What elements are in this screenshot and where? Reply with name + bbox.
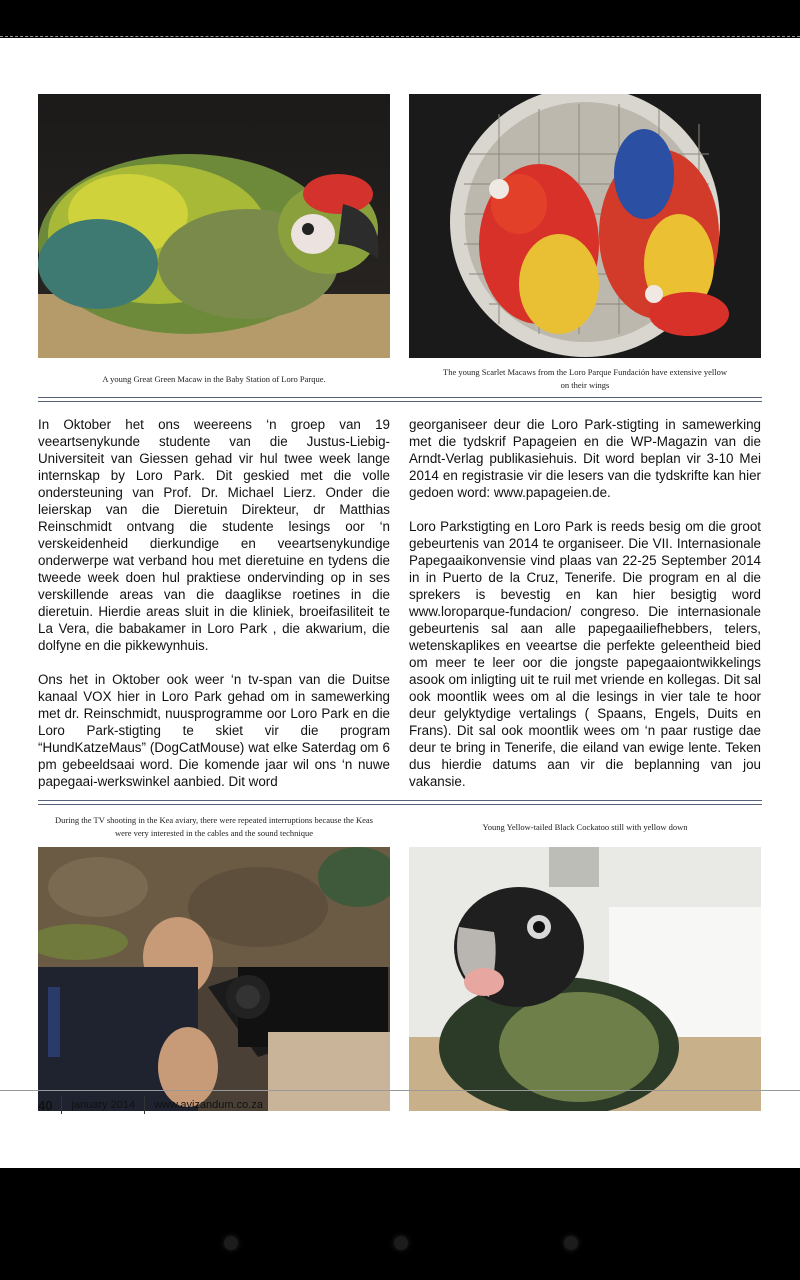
divider-rule-bottom bbox=[38, 800, 762, 805]
footer-separator bbox=[61, 1096, 62, 1114]
caption-black-cockatoo: Young Yellow-tailed Black Cockatoo still with yellow down bbox=[482, 822, 688, 832]
caption-scarlet-macaws-line1: The young Scarlet Macaws from the Loro Parque Fundación have extensive yellow bbox=[443, 367, 727, 377]
caption-tv-shooting bbox=[38, 814, 390, 840]
article-right-paragraph-2: Loro Parkstigting en Loro Park is reeds besig om die groot gebeurtenis van 2014 te organiseer. Die VII. Internasionale Papegaaikonvensie vind plaas van 22-25 September 2014 in in Puerto de la Cruz, Tenerife. Die program en al die sprekers is bevestig en kan hier besigtig word www.loroparque-fundacion/ congreso. Die internasionale gebeurtenis sal aan alle papegaailiefhebbers, telers, wetenskaplikes en veeartse die perfekte geleentheid bied om meer te leer oor die jongste papegaaiontwikkelings asook om inligting uit te ruil met vriende en kollegas. Dit sal ook moontlik wees om al die lesings in vier tale te hoor deur gelyktydige vertalings ( Spaans, Engels, Duits en Frans). Dit sal ook moontlik wees om ‘n paar rustige dae deur te bring in Tenerife, die eiland van ewige lente. Teken dus hierdie datums aan vir die beplanning van jou vakansie. bbox=[409, 519, 761, 789]
back-button-dot[interactable] bbox=[224, 1236, 238, 1250]
caption-tv-shooting-line1: During the TV shooting in the Kea aviary, there were repeated interruptions because the Keas bbox=[54, 815, 373, 825]
recents-button-dot[interactable] bbox=[564, 1236, 578, 1250]
article-column-left bbox=[38, 416, 390, 807]
system-navigation-bar bbox=[0, 1168, 800, 1280]
caption-tv-shooting-line2: were very interested in the cables and the sound technique bbox=[114, 828, 314, 838]
photo-great-green-macaw bbox=[38, 94, 390, 358]
photo-scarlet-macaws bbox=[409, 94, 761, 358]
footer-divider bbox=[0, 1090, 800, 1091]
website-link[interactable]: www.avizandum.co.za bbox=[154, 1099, 263, 1111]
article-left-paragraph-2: Ons het in Oktober ook weer ‘n tv-span van die Duitse kanaal VOX hier in Loro Park gehad om in samewerking met dr. Reinschmidt, nuusprogramme oor Loro Park en die Loro Park-stigting te skiet vir die program “HundKatzeMaus” (DogCatMouse) wat elke Saterdag om 6 pm gebeeldsaai word. Die komende jaar wil ons ‘n nuwe papegaai-werkswinkel aanbied. Dit word bbox=[38, 672, 390, 789]
article-left-paragraph-1: In Oktober het ons weereens ‘n groep van 19 veeartsenykunde studente van die Justus-Liebig-Universiteit van Giessen gehad vir hul twee week lange internskap by Loro Park. Dit geskied met die volle ondersteuning van Prof. Dr. Michael Lierz. Onder die leierskap van die Dieretuin Direkteur, dr Matthias Reinschmidt ontvang die studente lesings oor ‘n verskeidenheid dierkundige en veeartsenykundige onderwerpe wat verband hou met dieretuine en tydens die tweede week doen hul praktiese ondervinding op in ses verskillende areas van die daaglikse roetines in die dieretuin. Hierdie areas sluit in die kliniek, broeifasiliteit te La Vera, die babakamer in Loro Park , die akwarium, die dolfyne en die pikkewynhuis. bbox=[38, 417, 390, 653]
home-button-dot[interactable] bbox=[394, 1236, 408, 1250]
caption-scarlet-macaws-line2: on their wings bbox=[560, 380, 610, 390]
top-divider bbox=[0, 36, 800, 37]
page-number: 40 bbox=[38, 1097, 53, 1113]
page-footer bbox=[38, 1096, 263, 1114]
photo-tv-shooting-kea-aviary bbox=[38, 847, 390, 1111]
caption-scarlet-macaws bbox=[409, 366, 761, 392]
divider-rule-top bbox=[38, 397, 762, 402]
article-right-paragraph-1: georganiseer deur die Loro Park-stigting in samewerking met die tydskrif Papageien en die WP-Magazin van die Arndt-Verlag publikasiehuis. Dit word beplan vir 3-10 Mei 2014 en registrasie vir die lesers van die tydskrifte kan hier gedoen word: www.papageien.de. bbox=[409, 417, 761, 500]
footer-separator bbox=[144, 1096, 145, 1114]
issue-date: january 2014 bbox=[71, 1099, 136, 1111]
article-column-right bbox=[409, 416, 761, 807]
caption-great-green-macaw: A young Great Green Macaw in the Baby Station of Loro Parque. bbox=[102, 374, 326, 384]
photo-black-cockatoo bbox=[409, 847, 761, 1111]
